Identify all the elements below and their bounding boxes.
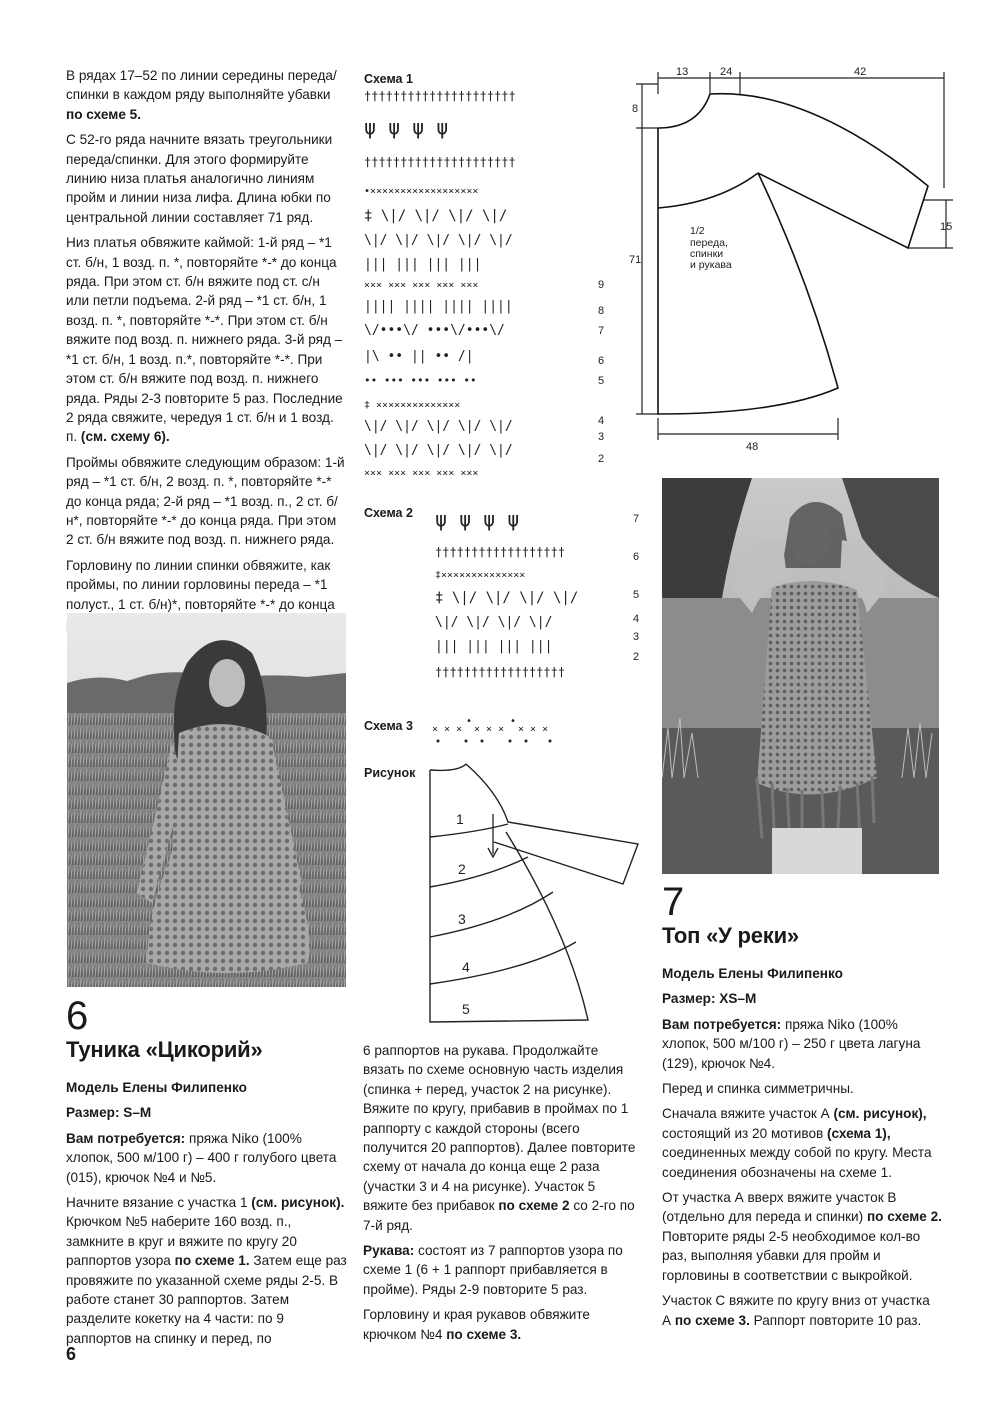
scheme-row: |||| |||| |||| |||| <box>364 299 513 314</box>
figure-diagram <box>428 762 648 1027</box>
figure-label: Рисунок <box>364 766 416 780</box>
scheme-row: ‡ \|/ \|/ \|/ \|/ <box>435 590 579 606</box>
model-author: Модель Елены Филипенко <box>66 1080 247 1095</box>
scheme-row: ††††††††††††††††††††† <box>364 89 516 103</box>
scheme-row: \/•••\/ •••\/•••\/ <box>364 323 505 338</box>
scheme-row-number: 3 <box>633 631 640 643</box>
scheme-1-label: Схема 1 <box>364 72 413 86</box>
scheme-row-number: 6 <box>598 355 605 367</box>
model-size: Размер: S–M <box>66 1105 152 1121</box>
scheme-row-number: 3 <box>598 431 605 443</box>
scheme-2-chart <box>433 498 643 683</box>
column-1-text <box>66 66 346 639</box>
materials: Вам потребуется: пряжа Niko (100% хлопок, 500 м/100 г) – 250 г цвета лагуна (129), крючок №4. <box>662 1016 921 1071</box>
paragraph: Сначала вяжите участок А (см. рисунок), состоящий из 20 мотивов (схема 1), соединенных между собой по кругу. Места соединения обозначены на схеме 1. <box>662 1106 932 1180</box>
paragraph: С 52-го ряда начните вязать треугольники переда/спинки. Для этого формируйте линию низа платья аналогично линиям пройм и линии низа лифа. Длина юбки по центральной линии составляет 71 ряд. <box>66 132 333 225</box>
svg-text:•: • <box>466 716 473 727</box>
column-2-text <box>363 1041 643 1350</box>
model-number: 7 <box>662 880 685 924</box>
scheme-row: ‡ \|/ \|/ \|/ \|/ <box>364 208 508 224</box>
scheme-row: |\ •• || •• /| <box>364 349 474 364</box>
paragraph: Горловину и края рукавов обвяжите крючком №4 по схеме 3. <box>363 1307 590 1342</box>
pattern-label-2: переда, <box>690 237 728 249</box>
figure-part-4: 4 <box>462 959 470 975</box>
scheme-row: ||| ||| ||| ||| <box>364 257 482 272</box>
tunic-photo <box>67 613 346 987</box>
paragraph: 6 раппортов на рукава. Продолжайте вязать по схеме основную часть изделия (спинка + перед, участок 2 на рисунке). Вяжите по кругу, прибавив в проймах по 1 раппорту с каждой стороны (всего получится 20 раппортов). Далее повторите схему от начала до конца еще 2 раза (участки 3 и 4 на рисунке). Участок 5 вяжите без прибавок по схеме 2 со 2-го по 7-й ряд. <box>363 1043 636 1233</box>
figure-part-1: 1 <box>456 811 464 827</box>
dim-42: 42 <box>854 66 867 78</box>
paragraph: От участка А вверх вяжите участок В (отдельно для переда и спинки) по схеме 2. Повторите ряды 2-5 необходимое кол-во раз, выполняя убавки для пройм и горловины в соответствии с выкройкой. <box>662 1190 942 1283</box>
model-title: Топ «У реки» <box>662 923 799 948</box>
scheme-row-number: 8 <box>598 305 605 317</box>
svg-text:•: • <box>510 716 517 727</box>
scheme-row: •×××××××××××××××××× <box>364 186 479 197</box>
paragraph: Горловину по линии спинки обвяжите, как проймы, по линии горловины переда – *1 полуст., 1 ст. б/н)*, повторяйте *-* до конца <box>66 557 335 612</box>
top-photo <box>662 478 939 874</box>
paragraph: Рукава: состоят из 7 раппортов узора по схеме 1 (6 + 1 раппорт прибавляется в пройме). Ряды 2-9 повторите 5 раз. <box>363 1243 623 1297</box>
paragraph: В рядах 17–52 по линии середины переда/спинки в каждом ряду выполняйте убавки по схеме 5. <box>66 68 337 122</box>
scheme-row: \|/ \|/ \|/ \|/ <box>435 615 553 630</box>
scheme-row: \|/ \|/ \|/ \|/ \|/ <box>364 443 513 458</box>
scheme-row-number: 2 <box>598 453 605 465</box>
model-number: 6 <box>66 994 89 1038</box>
scheme-row: ××× ××× ××× ××× ××× <box>364 468 479 479</box>
scheme-row: •• ••• ••• ••• •• <box>364 374 477 387</box>
scheme-2-label: Схема 2 <box>364 506 413 520</box>
pattern-label-1: 1/2 <box>690 225 705 237</box>
scheme-3-label: Схема 3 <box>364 719 413 733</box>
scheme-row-number: 9 <box>598 279 605 291</box>
dim-8: 8 <box>632 103 639 115</box>
scheme-row: ‡ ×××××××××××××× <box>364 400 461 411</box>
scheme-row: ||| ||| ||| ||| <box>435 639 553 654</box>
svg-text:× × ×: × × × <box>518 724 549 735</box>
paragraph: Перед и спинка симметричны. <box>662 1081 854 1097</box>
paragraph: Начните вязание с участка 1 (см. рисунок). Крючком №5 наберите 160 возд. п., замкните в круг и вяжите по кругу 20 раппортов узора по схеме 1. Затем еще раз провяжите по указанной схеме ряды 2-5. В работе станет 30 раппортов. Затем разделите кокетку на 4 части: по 9 раппортов на спинку и перед, по <box>66 1195 347 1346</box>
scheme-row-number: 5 <box>598 375 605 387</box>
dim-24: 24 <box>720 66 733 78</box>
scheme-row: ††††††††††††††††††††† <box>364 155 516 169</box>
scheme-row: †††††††††††††††††† <box>435 545 566 559</box>
top-section <box>662 882 942 1336</box>
scheme-row-number: 2 <box>633 651 640 663</box>
model-title: Туника «Цикорий» <box>66 1037 263 1062</box>
materials: Вам потребуется: пряжа Niko (100% хлопок, 500 м/100 г) – 400 г голубого цвета (015), крючок №4 и №5. <box>66 1130 337 1185</box>
dim-48: 48 <box>746 441 759 453</box>
paragraph: Проймы обвяжите следующим образом: 1-й ряд – *1 ст. б/н, 2 возд. п. *, повторяйте *-* до конца ряда; 2-й ряд – *1 возд. п., 2 ст. б/н*, повторяйте *-* до конца ряда. При этом 2 ст. б/н вяжите под возд. п. нижнего ряда. <box>66 454 345 548</box>
scheme-row: ‡×××××××××××××× <box>435 570 526 581</box>
scheme-row-number: 4 <box>633 613 640 625</box>
model-size: Размер: XS–M <box>662 991 757 1007</box>
pattern-label-3: спинки <box>690 248 724 260</box>
dim-15: 15 <box>940 221 953 233</box>
garment-pattern <box>628 58 958 458</box>
scheme-row: ψ ψ ψ ψ <box>364 115 449 139</box>
paragraph: Участок С вяжите по кругу вниз от участка А по схеме 3. Раппорт повторите 10 раз. <box>662 1293 930 1328</box>
scheme-row: ψ ψ ψ ψ <box>435 507 520 531</box>
scheme-row: \|/ \|/ \|/ \|/ \|/ <box>364 419 513 434</box>
figure-part-2: 2 <box>458 861 466 877</box>
dim-13: 13 <box>676 66 689 78</box>
scheme-row-number: 7 <box>598 325 605 337</box>
scheme-1-chart <box>362 84 612 484</box>
scheme-row-number: 4 <box>598 415 605 427</box>
scheme-row-number: 5 <box>633 589 640 601</box>
dim-71: 71 <box>629 254 642 266</box>
tunic-section <box>66 996 350 1354</box>
svg-text:× × ×: × × × <box>432 724 463 735</box>
paragraph: Низ платья обвяжите каймой: 1-й ряд – *1 ст. б/н, 1 возд. п. *, повторяйте *-* до конца ряда. При этом ст. б/н вяжите под ст. с/н или петли подъема. 2-й ряд – *1 ст. б/н, 1 возд. п. *, повторяйте *-*. При этом ст. б/н вяжите под возд. п. нижнего ряда. 3-й ряд – *1 ст. б/н, 1 возд. п.*, повторяйте *-*. При этом ст. б/н вяжите под возд. п. нижнего ряда. Ряды 2-3 повторите 5 раз. Последние 2 ряда свяжите, чередуя 1 ст. б/н и 1 возд. п. (см. схему 6). <box>66 235 343 445</box>
scheme-row-number: 7 <box>633 513 640 525</box>
scheme-row-number: 6 <box>633 551 640 563</box>
scheme-row: †††††††††††††††††† <box>435 665 566 679</box>
figure-part-5: 5 <box>462 1001 470 1017</box>
scheme-3-chart <box>430 706 560 746</box>
pattern-label-4: и рукава <box>690 259 732 271</box>
scheme-row: \|/ \|/ \|/ \|/ \|/ <box>364 233 513 248</box>
scheme-row: ××× ××× ××× ××× ××× <box>364 280 479 291</box>
figure-part-3: 3 <box>458 911 466 927</box>
model-author: Модель Елены Филипенко <box>662 966 843 981</box>
svg-text:× × ×: × × × <box>474 724 505 735</box>
page-number: 6 <box>66 1344 77 1364</box>
